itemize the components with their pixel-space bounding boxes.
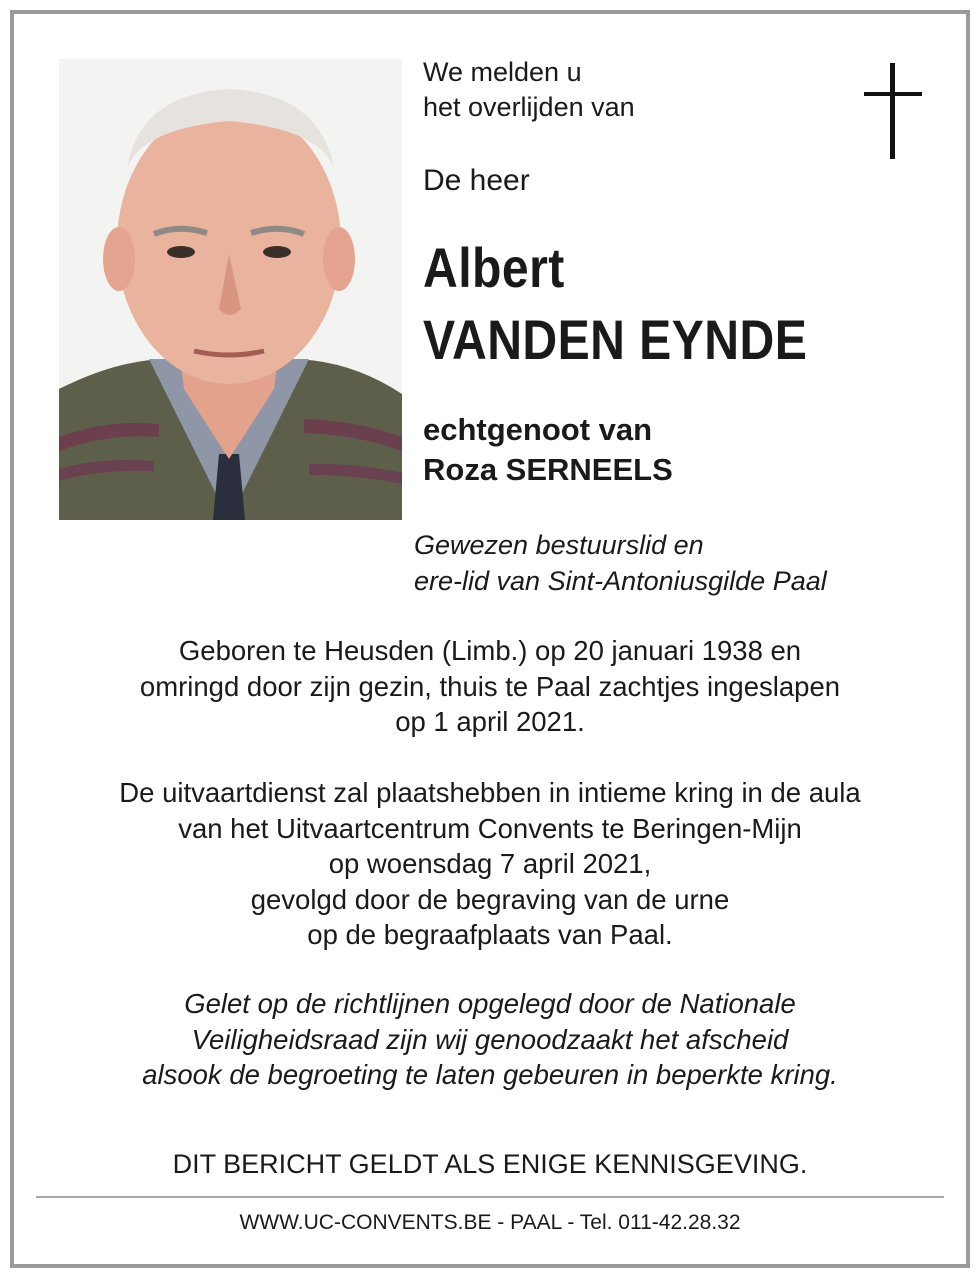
announcement-intro [423,55,635,125]
paragraph-line: omringd door zijn gezin, thuis te Paal zachtjes ingeslapen [139,670,841,702]
deceased-name [423,232,807,376]
first-name: Albert [423,236,565,299]
cross-icon [864,63,922,159]
paragraph-line: Veiligheidsraad zijn wij genoodzaakt het afscheid [191,1023,789,1055]
last-name: VANDEN EYNDE [423,308,808,371]
paragraph-line: op 1 april 2021. [395,706,585,737]
announce-line: het overlijden van [423,92,635,122]
paragraph-line: De uitvaartdienst zal plaatshebben in intieme kring in de aula [119,777,861,808]
paragraph-line: Gelet op de richtlijnen opgelegd door de Nationale [184,988,796,1019]
portrait-image [59,59,402,520]
announce-line: We melden u [423,57,582,87]
paragraph-line: Geboren te Heusden (Limb.) op 20 januari 1938 en [178,635,802,666]
final-notice: DIT BERICHT GELDT ALS ENIGE KENNISGEVING. [172,1149,808,1179]
role-line: ere-lid van Sint-Antoniusgilde Paal [414,566,827,596]
salutation: De heer [423,164,530,197]
birth-death-paragraph [30,633,950,740]
funeral-paragraph [30,775,950,953]
paragraph-line: gevolgd door de begraving van de urne [250,883,730,915]
spouse-relation: echtgenoot van [423,412,653,447]
spouse-info [423,410,673,490]
portrait-photo [59,59,402,520]
paragraph-line: alsook de begroeting te laten gebeuren in beperkte kring. [142,1059,838,1090]
footer-divider [36,1196,944,1198]
paragraph-line: op woensdag 7 april 2021, [328,848,652,879]
paragraph-line: van het Uitvaartcentrum Convents te Beringen-Mijn [178,812,802,844]
paragraph-line: op de begraafplaats van Paal. [307,919,673,950]
footer-contact: WWW.UC-CONVENTS.BE - PAAL - Tel. 011-42.28.32 [239,1211,741,1234]
covid-notice-paragraph [30,986,950,1093]
role-description [414,527,827,599]
role-line: Gewezen bestuurslid en [414,530,704,560]
spouse-name: Roza SERNEELS [423,452,673,487]
